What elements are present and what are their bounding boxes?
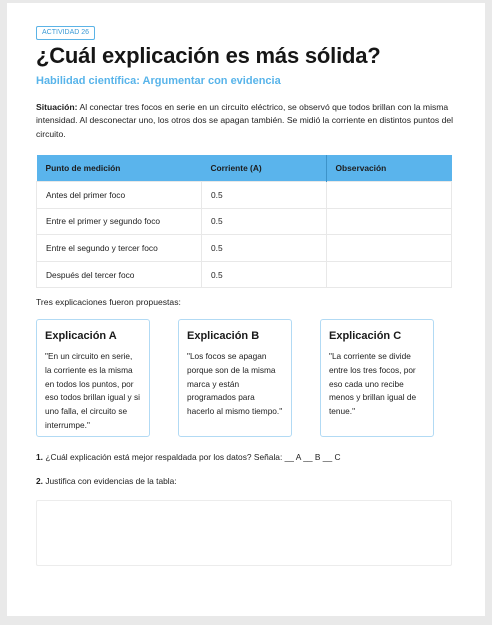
header-observacion: Observación — [326, 155, 452, 182]
table-row — [37, 261, 452, 288]
cell-observacion[interactable] — [326, 235, 452, 262]
table-header-row — [37, 155, 452, 182]
cell-punto: Después del tercer foco — [37, 261, 202, 288]
question-number: 1. — [36, 452, 43, 462]
header-corriente: Corriente (A) — [202, 155, 327, 182]
question-2 — [36, 476, 177, 486]
question-1 — [36, 452, 341, 462]
explanation-text: "Los focos se apagan porque son de la misma marca y están programados para hacerlo al mismo tiempo." — [187, 351, 283, 417]
cell-punto: Entre el primer y segundo foco — [37, 208, 202, 235]
explanation-card-c — [320, 319, 434, 437]
skill-subtitle: Habilidad científica: Argumentar con evidencia — [36, 75, 281, 87]
header-punto: Punto de medición — [37, 155, 202, 182]
explanation-text: "La corriente se divide entre los tres focos, por eso cada uno recibe menos y brillan igual de tenue." — [329, 351, 417, 417]
worksheet-page — [7, 3, 485, 616]
table-row — [37, 208, 452, 235]
cell-corriente: 0.5 — [202, 235, 327, 262]
cell-punto: Antes del primer foco — [37, 182, 202, 209]
cell-observacion[interactable] — [326, 182, 452, 209]
situation-text: Al conectar tres focos en serie en un circuito eléctrico, se observó que todos brillan con la misma intensidad. Al desconectar uno, los otros dos se apagan también. Se midió la corriente en distintos puntos del circuito. — [36, 102, 454, 139]
explanation-card-b — [178, 319, 292, 437]
explanations-intro: Tres explicaciones fueron propuestas: — [36, 297, 181, 307]
explanation-card-a — [36, 319, 150, 437]
explanation-title: Explicación A — [45, 330, 117, 342]
cell-punto: Entre el segundo y tercer foco — [37, 235, 202, 262]
table-row — [37, 182, 452, 209]
activity-tag: ACTIVIDAD 26 — [36, 26, 95, 40]
question-number: 2. — [36, 476, 43, 486]
situation-paragraph — [36, 101, 456, 141]
explanation-title: Explicación C — [329, 330, 402, 342]
cell-corriente: 0.5 — [202, 208, 327, 235]
cell-corriente: 0.5 — [202, 182, 327, 209]
question-text: Justifica con evidencias de la tabla: — [43, 476, 177, 486]
cell-corriente: 0.5 — [202, 261, 327, 288]
cell-observacion[interactable] — [326, 261, 452, 288]
justification-answer-box[interactable] — [36, 500, 452, 566]
page-title: ¿Cuál explicación es más sólida? — [36, 43, 381, 68]
question-text: ¿Cuál explicación está mejor respaldada por los datos? Señala: __ A __ B __ C — [43, 452, 341, 462]
measurement-table — [36, 155, 452, 288]
explanation-title: Explicación B — [187, 330, 260, 342]
situation-label: Situación: — [36, 102, 78, 112]
table-row — [37, 235, 452, 262]
cell-observacion[interactable] — [326, 208, 452, 235]
explanation-text: "En un circuito en serie, la corriente es la misma en todos los puntos, por eso todos brillan igual y si uno falla, el circuito se interrumpe." — [45, 351, 141, 430]
